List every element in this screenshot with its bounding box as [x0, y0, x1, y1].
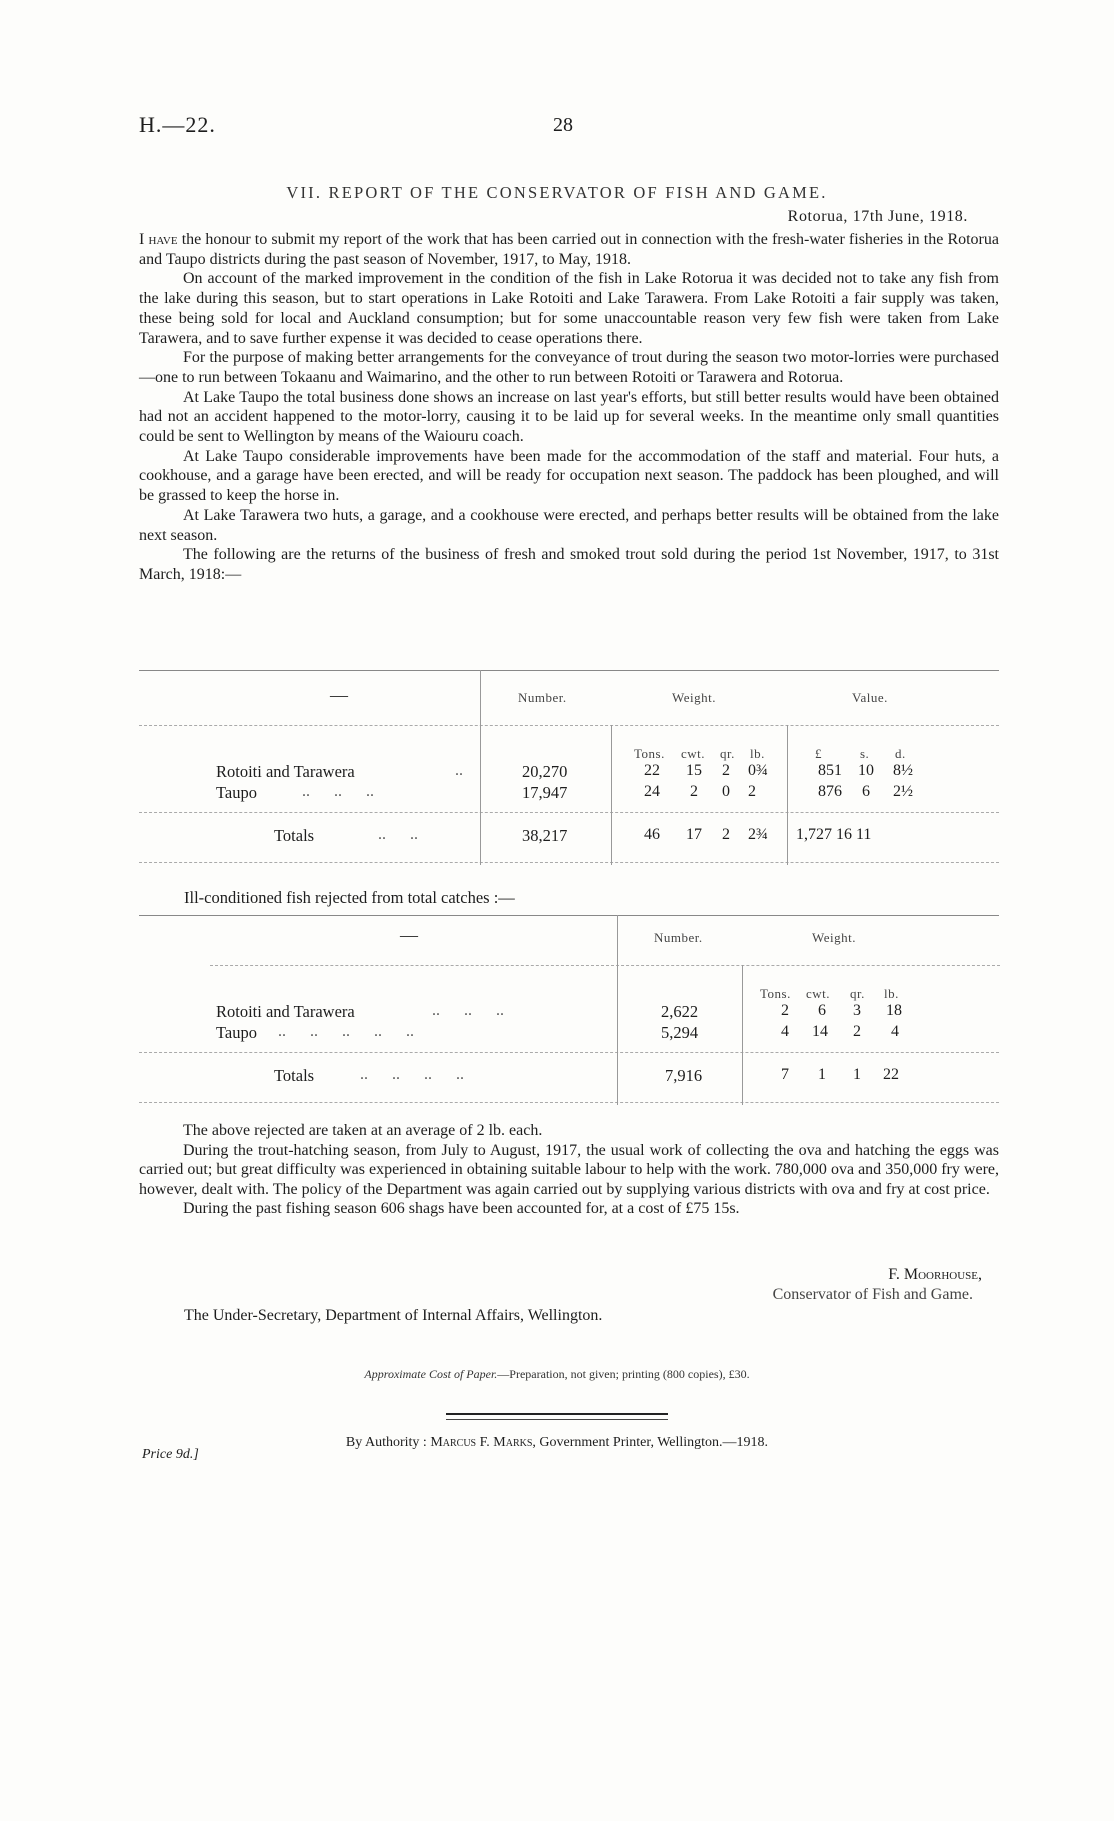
row-cwt: 6 [818, 1002, 826, 1019]
document-code: H.—22. [139, 112, 216, 137]
unit-pence: d. [895, 746, 906, 761]
column-divider [742, 965, 743, 1105]
paragraph: On account of the marked improvement in the condition of the fish in Lake Rotorua it was decided not to take any fish from the lake during this season, but to start operations in Lake Rotoiti and Lake Tarawera. From Lake Rotoiti a fair supply was taken, these being sold for local and Auckland consumption; but for some unaccountable reason very few fish were taken from Lake Tarawera, and to save further expense it was decided to cease operations there. [139, 270, 999, 347]
row-number: 5,294 [661, 1023, 699, 1042]
totals-lb: 2¾ [748, 826, 768, 843]
table-rule [210, 965, 1000, 966]
unit-tons: Tons. [634, 746, 665, 761]
intro-paragraph [139, 230, 999, 269]
row-leader: .. [455, 762, 463, 779]
table2-caption: Ill-conditioned fish rejected from total catches :— [184, 888, 515, 907]
header-weight: Weight. [672, 690, 716, 705]
footnote-label: Approximate Cost of Paper. [364, 1367, 498, 1381]
row-cwt: 14 [812, 1023, 828, 1040]
header-value: Value. [852, 690, 888, 705]
unit-lb: lb. [750, 746, 765, 761]
report-body [139, 230, 999, 585]
table-rule [139, 812, 999, 813]
column-divider [787, 725, 788, 865]
row-pence: 8½ [893, 762, 913, 779]
totals-value: 1,727 16 11 [796, 826, 872, 843]
row-qr: 0 [722, 783, 730, 800]
paragraph: For the purpose of making better arrangements for the conveyance of trout during the season two motor-lorries were purchased—one to run between Tokaanu and Waimarino, and the other to run between Rotoiti or Tarawera and Rotorua. [139, 349, 999, 386]
totals-qr: 2 [722, 826, 730, 843]
row-leader: .. .. .. .. .. [278, 1023, 414, 1040]
totals-label: Totals [274, 826, 315, 845]
row-pound: 851 [818, 762, 842, 779]
row-qr: 3 [853, 1002, 861, 1019]
row-tons: 2 [781, 1002, 789, 1019]
unit-qr: qr. [720, 746, 735, 761]
row-cwt: 15 [686, 762, 702, 779]
paragraph: At Lake Taupo the total business done shows an increase on last year's efforts, but still better results would have been obtained had not an accident happened to the motor-lorry, causing it to be laid up for several weeks. In the meantime only small quantities could be sent to Wellington by means of the Waiouru coach. [139, 388, 999, 446]
signature-role: Conservator of Fish and Game. [772, 1286, 973, 1303]
totals-cwt: 1 [818, 1066, 826, 1083]
paragraph: The following are the returns of the business of fresh and smoked trout sold during the period 1st November, 1917, to 31st March, 1918:— [139, 546, 999, 583]
totals-qr: 1 [853, 1066, 861, 1083]
row-name: Taupo [216, 783, 258, 802]
signature-name: F. Moorhouse, [888, 1266, 982, 1283]
paragraph: At Lake Tarawera two huts, a garage, and a cookhouse were erected, and perhaps better results will be obtained from the lake next season. [139, 506, 999, 544]
closing-text [139, 1121, 999, 1219]
row-number: 20,270 [522, 762, 568, 781]
row-name: Rotoiti and Tarawera [216, 762, 355, 781]
unit-shilling: s. [860, 746, 870, 761]
price: Price 9d.] [142, 1447, 199, 1462]
row-number: 17,947 [522, 783, 568, 802]
row-leader: .. .. .. [302, 783, 374, 800]
authority-prefix: By Authority : [345, 1435, 427, 1450]
header-weight: Weight. [812, 930, 856, 945]
addressee: The Under-Secretary, Department of Internal Affairs, Wellington. [184, 1307, 603, 1324]
row-cwt: 2 [690, 783, 698, 800]
report-title: VII. REPORT OF THE CONSERVATOR OF FISH AND GAME. [286, 183, 828, 202]
paragraph: During the trout-hatching season, from July to August, 1917, the usual work of collecting the ova and hatching the eggs was carried out; but great difficulty was experienced in obtaining suitable labour to help with the work. 780,000 ova and 350,000 fry were, however, dealt with. The policy of the Department was again carried out by supplying various districts with ova and fry at cost price. [139, 1141, 999, 1198]
column-divider [611, 725, 612, 865]
separator-rule [446, 1419, 668, 1420]
row-pound: 876 [818, 783, 842, 800]
row-number: 2,622 [661, 1002, 699, 1021]
totals-leader: .. .. .. .. [360, 1066, 464, 1083]
paragraph: At Lake Taupo considerable improvements have been made for the accommodation of the staff and material. Four huts, a cookhouse, and a garage have been erected, and will be ready for occupation next season. The paddock has been ploughed, and will be grassed to keep the horse in. [139, 447, 999, 505]
table-rule [139, 725, 999, 726]
totals-tons: 46 [644, 826, 660, 843]
totals-tons: 7 [781, 1066, 789, 1083]
unit-qr: qr. [850, 986, 865, 1001]
row-lb: 18 [886, 1002, 902, 1019]
row-tons: 4 [781, 1023, 789, 1040]
unit-tons: Tons. [760, 986, 791, 1001]
footnote-text: —Preparation, not given; printing (800 copies), £30. [497, 1367, 750, 1381]
column-divider [480, 670, 481, 865]
table-rule [139, 1052, 999, 1053]
row-shilling: 10 [858, 762, 874, 779]
dateline: Rotorua, 17th June, 1918. [787, 208, 968, 225]
cost-footnote [0, 1367, 1114, 1382]
row-lb: 2 [748, 783, 756, 800]
table-rule [139, 1102, 999, 1103]
totals-cwt: 17 [686, 826, 702, 843]
header-number: Number. [654, 930, 703, 945]
row-leader: .. .. .. [432, 1002, 504, 1019]
page-number: 28 [553, 114, 573, 136]
unit-lb: lb. [884, 986, 899, 1001]
column-divider [617, 915, 618, 1105]
row-tons: 22 [644, 762, 660, 779]
totals-lb: 22 [883, 1066, 899, 1083]
totals-number: 7,916 [665, 1066, 703, 1085]
unit-pound: £ [815, 746, 822, 761]
row-qr: 2 [853, 1023, 861, 1040]
intro-lead: I have [139, 231, 178, 248]
row-name: Rotoiti and Tarawera [216, 1002, 355, 1021]
row-lb: 0¾ [748, 762, 768, 779]
header-blank: — [400, 925, 418, 945]
row-name: Taupo [216, 1023, 258, 1042]
printer-name: Marcus F. Marks [430, 1435, 533, 1450]
unit-cwt: cwt. [806, 986, 831, 1001]
totals-label: Totals [274, 1066, 315, 1085]
authority-suffix: , Government Printer, Wellington.—1918. [532, 1435, 769, 1450]
row-tons: 24 [644, 783, 660, 800]
separator-rule [446, 1413, 668, 1415]
row-pence: 2½ [893, 783, 913, 800]
table-rule [139, 915, 999, 916]
totals-leader: .. .. [378, 826, 418, 843]
intro-rest: the honour to submit my report of the work that has been carried out in connection with the fresh-water fisheries in the Rotorua and Taupo districts during the past season of November, 1917, to May, 1918. [139, 231, 999, 268]
row-qr: 2 [722, 762, 730, 779]
table-rule [139, 670, 999, 671]
paragraph: The above rejected are taken at an average of 2 lb. each. [183, 1122, 543, 1139]
header-blank: — [330, 685, 348, 705]
paragraph: During the past fishing season 606 shags have been accounted for, at a cost of £75 15s. [183, 1200, 740, 1217]
unit-cwt: cwt. [681, 746, 706, 761]
row-lb: 4 [891, 1023, 899, 1040]
row-shilling: 6 [862, 783, 870, 800]
table-rule [139, 862, 999, 863]
totals-number: 38,217 [522, 826, 568, 845]
header-number: Number. [518, 690, 567, 705]
